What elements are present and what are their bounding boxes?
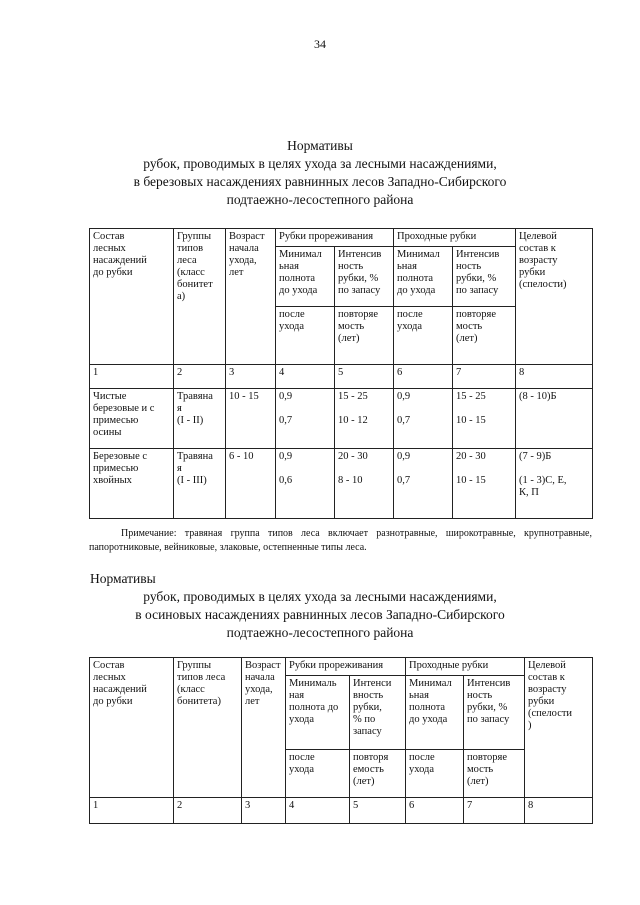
cell-forest-type: Травяна я (I - III) xyxy=(174,449,226,519)
header-composition: Состав лесных насаждений до рубки xyxy=(90,229,174,365)
column-number-row xyxy=(90,365,593,389)
column-number: 1 xyxy=(90,798,174,824)
header-forest-types: Группы типов леса (класс бонитета) xyxy=(174,658,242,798)
section2-subtitle-line: в осиновых насаждениях равнинных лесов Западно-Сибирского xyxy=(135,607,505,622)
header-thinning-int: Интенси вность рубки, % по запасу xyxy=(350,676,406,750)
header-passage: Проходные рубки xyxy=(394,229,516,247)
section2-subtitle-line: рубок, проводимых в целях ухода за лесными насаждениями, xyxy=(143,589,497,604)
section1-title: Нормативы xyxy=(287,138,353,153)
header-thinning-int: Интенсив ность рубки, % по запасу xyxy=(335,247,394,307)
header-passage-after: после ухода xyxy=(406,750,464,798)
header-thinning-repeat: повторяе мость (лет) xyxy=(335,307,394,365)
section1-subtitle-line: в березовых насаждениях равнинных лесов Западно-Сибирского xyxy=(133,174,507,189)
section1-subtitle-line: подтаежно-лесостепного района xyxy=(226,192,414,207)
cell-passage-min: 0,9 0,7 xyxy=(394,449,453,519)
section2-title: Нормативы xyxy=(90,571,156,586)
cell-target: (8 - 10)Б xyxy=(516,389,593,449)
column-number: 3 xyxy=(242,798,286,824)
cell-thinning-min: 0,9 0,6 xyxy=(276,449,335,519)
header-thinning-after: после ухода xyxy=(276,307,335,365)
cell-thinning-int: 20 - 30 8 - 10 xyxy=(335,449,394,519)
cell-forest-type: Травяна я (I - II) xyxy=(174,389,226,449)
header-passage-min: Минимал ьная полнота до ухода xyxy=(394,247,453,307)
section2-heading xyxy=(0,570,640,642)
column-number: 2 xyxy=(174,798,242,824)
cell-composition: Чистые березовые и с примесью осины xyxy=(90,389,174,449)
table-header-row xyxy=(90,658,593,676)
birch-norms-table xyxy=(89,228,593,519)
header-composition: Состав лесных насаждений до рубки xyxy=(90,658,174,798)
column-number: 6 xyxy=(406,798,464,824)
table-note: Примечание: травяная группа типов леса включает разнотравные, широкотравные, крупнотравные, папоротниковые, вейниковые, злаковые, остепненные типы леса. xyxy=(89,528,592,553)
section1-heading xyxy=(0,137,640,209)
page-number: 34 xyxy=(314,37,326,51)
column-number: 1 xyxy=(90,365,174,389)
column-number: 8 xyxy=(525,798,593,824)
column-number: 8 xyxy=(516,365,593,389)
header-thinning-min: Минимал ьная полнота до ухода xyxy=(276,247,335,307)
column-number: 2 xyxy=(174,365,226,389)
aspen-norms-table xyxy=(89,657,593,824)
header-target: Целевой состав к возрасту рубки (спелости ) xyxy=(525,658,593,798)
column-number: 5 xyxy=(350,798,406,824)
column-number: 7 xyxy=(464,798,525,824)
cell-thinning-int: 15 - 25 10 - 12 xyxy=(335,389,394,449)
header-thinning-after: после ухода xyxy=(286,750,350,798)
column-number: 4 xyxy=(286,798,350,824)
header-thinning: Рубки прореживания xyxy=(276,229,394,247)
column-number: 5 xyxy=(335,365,394,389)
column-number: 4 xyxy=(276,365,335,389)
header-thinning-min: Минималь ная полнота до ухода xyxy=(286,676,350,750)
header-age: Возраст начала ухода, лет xyxy=(226,229,276,365)
header-age: Возраст начала ухода, лет xyxy=(242,658,286,798)
header-thinning: Рубки прореживания xyxy=(286,658,406,676)
section1-subtitle-line: рубок, проводимых в целях ухода за лесными насаждениями, xyxy=(143,156,497,171)
table-row xyxy=(90,389,593,449)
cell-composition: Березовые с примесью хвойных xyxy=(90,449,174,519)
column-number: 7 xyxy=(453,365,516,389)
column-number: 6 xyxy=(394,365,453,389)
header-passage-int: Интенсив ность рубки, % по запасу xyxy=(453,247,516,307)
header-thinning-repeat: повторя емость (лет) xyxy=(350,750,406,798)
header-forest-types: Группы типов леса (класс бонитет а) xyxy=(174,229,226,365)
cell-age: 6 - 10 xyxy=(226,449,276,519)
section2-subtitle-line: подтаежно-лесостепного района xyxy=(226,625,414,640)
header-passage-repeat: повторяе мость (лет) xyxy=(453,307,516,365)
column-number-row xyxy=(90,798,593,824)
column-number: 3 xyxy=(226,365,276,389)
cell-thinning-min: 0,9 0,7 xyxy=(276,389,335,449)
table-header-row xyxy=(90,229,593,247)
cell-passage-int: 15 - 25 10 - 15 xyxy=(453,389,516,449)
cell-passage-int: 20 - 30 10 - 15 xyxy=(453,449,516,519)
header-target: Целевой состав к возрасту рубки (спелости) xyxy=(516,229,593,365)
header-passage: Проходные рубки xyxy=(406,658,525,676)
cell-passage-min: 0,9 0,7 xyxy=(394,389,453,449)
header-passage-after: после ухода xyxy=(394,307,453,365)
table-row xyxy=(90,449,593,519)
header-passage-min: Минимал ьная полнота до ухода xyxy=(406,676,464,750)
cell-age: 10 - 15 xyxy=(226,389,276,449)
cell-target: (7 - 9)Б (1 - 3)С, Е, К, П xyxy=(516,449,593,519)
header-passage-repeat: повторяе мость (лет) xyxy=(464,750,525,798)
header-passage-int: Интенсив ность рубки, % по запасу xyxy=(464,676,525,750)
